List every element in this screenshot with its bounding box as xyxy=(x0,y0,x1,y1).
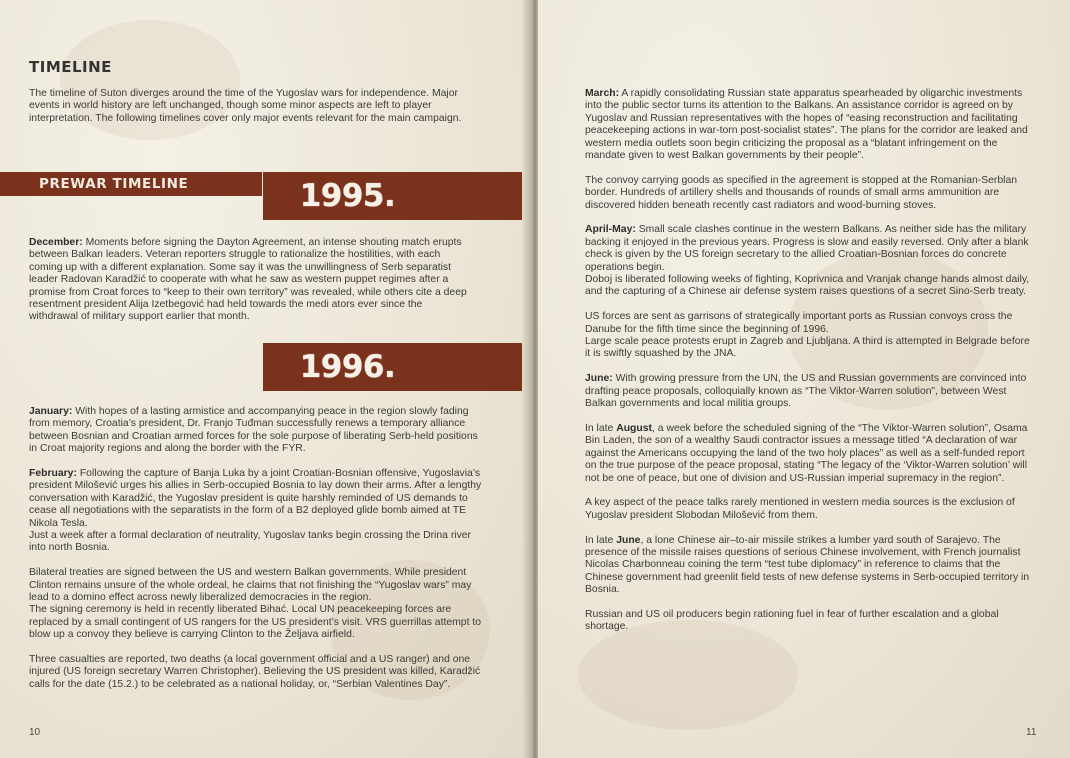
entry-text: A rapidly consolidating Russian state apparatus spearheaded by oligarchic investments into the public sector turns its attention to the Balkans. An assistance corridor is agreed on by Yugoslav and Russian representatives with the hopes of “easing reconstruction and facilitating peacekeeping actions in war-torn post-socialist states”. The plans for the corridor are leaked and western media outlets soon begin criticizing the proposal as a “blatant infringement on the mandate given to west Balkan governments by their people”. xyxy=(585,88,1028,162)
entry-december-1995 xyxy=(29,237,473,336)
entries-1996-right xyxy=(585,88,1037,646)
month-label: June: xyxy=(585,373,613,385)
entry-text: Moments before signing the Dayton Agreement, an intense shouting match erupts between Balkan leaders. Veteran reporters struggle to rationalize the hostilities, with each coming up with a different explanation. Some say it was the unwillingness of Serb separatist leader Radovan Karadžić to cooperate with what he saw as western puppet regimes after a promise from Croat forces to “keep to their own territory” was revealed, while others cite a deep resentment president Alija Izetbegović had held towards the medi ators ever since the withdrawal of military support earlier that month. xyxy=(29,237,467,323)
year-1996-banner xyxy=(263,343,532,391)
entry-text: Large scale peace protests erupt in Zagreb and Ljubljana. A third is attempted in Belgrade before it is swiftly squashed by the JNA. xyxy=(585,336,1030,360)
prewar-timeline-banner xyxy=(0,172,262,196)
entry-january xyxy=(29,406,485,456)
entry-text: Small scale clashes continue in the western Balkans. As neither side has the military backing it enjoyed in the previous years. Progress is slow and easily reversed. Only after a blank check is given by the US foreign secretary to the allied Croatian-Bosnian forces do concrete operations begin. xyxy=(585,224,1029,273)
entry-text: , a lone Chinese air–to-air missile strikes a lumber yard south of Sarajevo. The presence of the missile raises questions of serious Chinese involvement, with French journalist Nicolas Charbonneau coining the term “test tube diplomacy” in reference to claims that the Chinese government had greenlit field tests of new defense systems in Serb-occupied territory in Bosnia. xyxy=(585,534,1030,596)
entry-text: Doboj is liberated following weeks of fighting, Koprivnica and Vranjak change hands almost daily, and the capturing of a Chinese air defense system raises questions of a secret Sino-Serb treaty. xyxy=(585,274,1030,298)
prewar-timeline-heading: PREWAR TIMELINE xyxy=(39,176,189,192)
intro-paragraph: The timeline of Suton diverges around the time of the Yugoslav wars for independence. Major events in world history are left unchanged, though some minor aspects are left to player interpretation. The following timelines cover only major events relevant for the main campaign. xyxy=(29,88,462,124)
entry-text: Three casualties are reported, two deaths (a local government official and a US ranger) and one injured (US foreign secretary Warren Christopher). Believing the US president was killed, Karadžić calls for the date (15.2.) to be celebrated as a national holiday, or, “Serbian Valentines Day”. xyxy=(29,654,481,690)
month-label: August xyxy=(616,422,652,434)
entries-1996-left xyxy=(29,406,485,704)
month-label: February: xyxy=(29,468,77,480)
month-label: March: xyxy=(585,88,620,99)
left-page xyxy=(0,0,532,758)
entry-late-june: In late June, a lone Chinese air–to-air missile strikes a lumber yard south of Sarajevo. The presence of the missile raises questions of serious Chinese involvement, with French journalist Nicolas Charbonneau coining the term “test tube diplomacy” in reference to claims that the Chinese government had greenlit field tests of new defense systems in Serb-occupied territory in Bosnia. xyxy=(585,534,1030,596)
entry-text: With hopes of a lasting armistice and accompanying peace in the region slowly fading from memory, Croatia’s president, Dr. Franjo Tuđman successfully renews a temporary alliance between Bosnian and Croatian armed forces for the sole purpose of liberating Serb-held positions in Croat majority regions and along the border with the FYR. xyxy=(29,406,478,455)
entry-text: A key aspect of the peace talks rarely mentioned in western media sources is the exclusion of Yugoslav president Slobodan Milošević from them. xyxy=(585,497,1015,521)
month-label: June xyxy=(616,534,641,546)
entry-text: Following the capture of Banja Luka by a joint Croatian-Bosnian offensive, Yugoslavia’s president Milošević urges his allies in Serb-occupied Bosnia to lay down their arms. After a lengthy conversation with Karadžić, the Yugoslav president is quite harshly reminded of US demands to cease all negotiations with the separatists in the form of a B2 deployed glide bomb aimed at TE Nikola Tesla. xyxy=(29,468,482,529)
entry-text: With growing pressure from the UN, the US and Russian governments are convinced into drafting peace proposals, colloquially known as “The Viktor-Warren solution”, between West Balkan governments and local militia groups. xyxy=(585,373,1027,410)
entry-text: The signing ceremony is held in recently liberated Bihać. Local UN peacekeeping forces are replaced by a small contingent of US rangers for the US president’s visit. VRS guerrillas attempt to blow up a convoy they believe is carrying Clinton to the Željava airfield. xyxy=(29,604,482,641)
entry-february xyxy=(29,468,485,530)
page-number: 10 xyxy=(29,727,41,738)
entry-text: Just a week after a formal declaration of neutrality, Yugoslav tanks begin crossing the Drina river into north Bosnia. xyxy=(29,530,472,554)
month-label: April-May: xyxy=(585,224,636,236)
entry-june xyxy=(585,373,1037,410)
year-1995-label: 1995. xyxy=(299,178,396,214)
entry-text: , a week before the scheduled signing of the “The Viktor-Warren solution”, Osama Bin Laden, the son of a wealthy Saudi contractor issues a message titled “A declaration of war against the Americans occupying the land of the two holy places” as well as a self-funded report on the true purpose of the peace proposal, stating “The legacy of the ‘Viktor-Warren solution’ will not be one of peace, but one of division and US-Russian imperial supremacy in the region”. xyxy=(585,422,1028,484)
right-page xyxy=(538,0,1070,758)
entry-march xyxy=(585,88,1037,162)
entry-text: US forces are sent as garrisons of strategically important ports as Russian convoys cross the Danube for the fifth time since the beginning of 1996. xyxy=(585,311,1013,335)
entry-text: Russian and US oil producers begin rationing fuel in fear of further escalation and a global shortage. xyxy=(585,608,999,633)
page-number: 11 xyxy=(1026,727,1037,738)
entry-april-may xyxy=(585,224,1037,274)
year-1995-banner xyxy=(263,172,532,220)
entry-august: In late August, a week before the scheduled signing of the “The Viktor-Warren solution”, Osama Bin Laden, the son of a wealthy Saudi contractor issues a message titled “A declaration of war against the Americans occupying the land of the two holy places” as well as a self-funded report on the true purpose of the peace proposal, stating “The legacy of the ‘Viktor-Warren solution’ will not be one of peace, but one of division and US-Russian imperial supremacy in the region”. xyxy=(585,422,1028,484)
page-title: TIMELINE xyxy=(29,58,112,76)
month-label: January: xyxy=(29,406,73,417)
year-1996-label: 1996. xyxy=(299,349,396,385)
entry-text: The convoy carrying goods as specified in the agreement is stopped at the Romanian-Serblan border. Hundreds of artillery shells and thousands of rounds of small arms ammunition are discovered hidden beneath recently cast radiators and wood-burning stoves. xyxy=(585,174,1018,211)
entry-text: Bilateral treaties are signed between the US and western Balkan governments. While president Clinton remains unsure of the whole ordeal, he claims that not finishing the “Yugoslav wars” may lead to a domino effect across newly liberalized democracies in the region. xyxy=(29,567,472,604)
month-label: December: xyxy=(29,237,83,248)
